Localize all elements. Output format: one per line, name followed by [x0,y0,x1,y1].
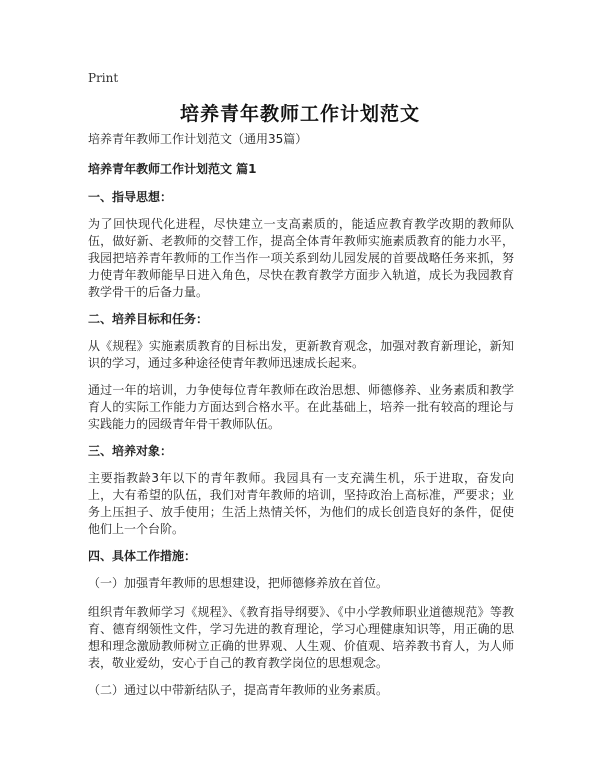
paragraph: 主要指教龄3年以下的青年教师。我园具有一支充满生机，乐于进取，奋发向上，大有希望的队伍，我们对青年教师的培训，坚持政治上高标准，严要求；业务上压担子、放手使用；生活上热情关怀，为他们的成长创造良好的条件，促使他们上一个台阶。 [88,471,514,536]
section-heading-measures: 四、具体工作措施： [88,549,197,563]
section-heading-goals: 二、培养目标和任务： [88,312,209,326]
measure-item: （一）加强青年教师的思想建设，把师德修养放在首位。 [88,576,389,590]
print-link[interactable]: Print [88,71,119,85]
paragraph: 从《规程》实施素质教育的目标出发，更新教育观念，加强对教育新理论，新知识的学习，通过多种途径使青年教师迅速成长起来。 [88,339,514,370]
paragraph: 通过一年的培训，力争使每位青年教师在政治思想、师德修养、业务素质和教学育人的实际工作能力方面达到合格水平。在此基础上，培养一批有较高的理论与实践能力的园级青年骨干教师队伍。 [88,383,514,431]
document-title: 培养青年教师工作计划范文 [179,103,420,125]
section-heading-guiding-ideology: 一、指导思想： [88,190,173,204]
document-subtitle: 培养青年教师工作计划范文（通用35篇） [88,132,308,146]
section-heading-targets: 三、培养对象： [88,444,173,458]
document-body [88,131,514,711]
paragraph: 组织青年教师学习《规程》、《教育指导纲要》、《中小学教师职业道德规范》等教育、德育纲领性文件，学习先进的教育理论，学习心理健康知识等，用正确的思想和理念激励教师树立正确的世界观、人生观、价值观、培养教书育人，为人师表，敬业爱幼，安心于自己的教育教学岗位的思想观念。 [88,605,514,670]
measure-item: （二）通过以中带新结队子，提高青年教师的业务素质。 [88,683,389,697]
section-title: 培养青年教师工作计划范文 篇1 [88,162,257,176]
paragraph: 为了回快现代化进程，尽快建立一支高素质的，能适应教育教学改期的教师队伍，做好新、老教师的交替工作，提高全体青年教师实施素质教育的能力水平，我园把培养青年教师的工作当作一项关系到幼儿园发展的首要战略任务来抓，努力使青年教师能早日进入角色，尽快在教育教学方面步入轨道，成长为我园教育教学骨干的后备力量。 [88,217,514,299]
